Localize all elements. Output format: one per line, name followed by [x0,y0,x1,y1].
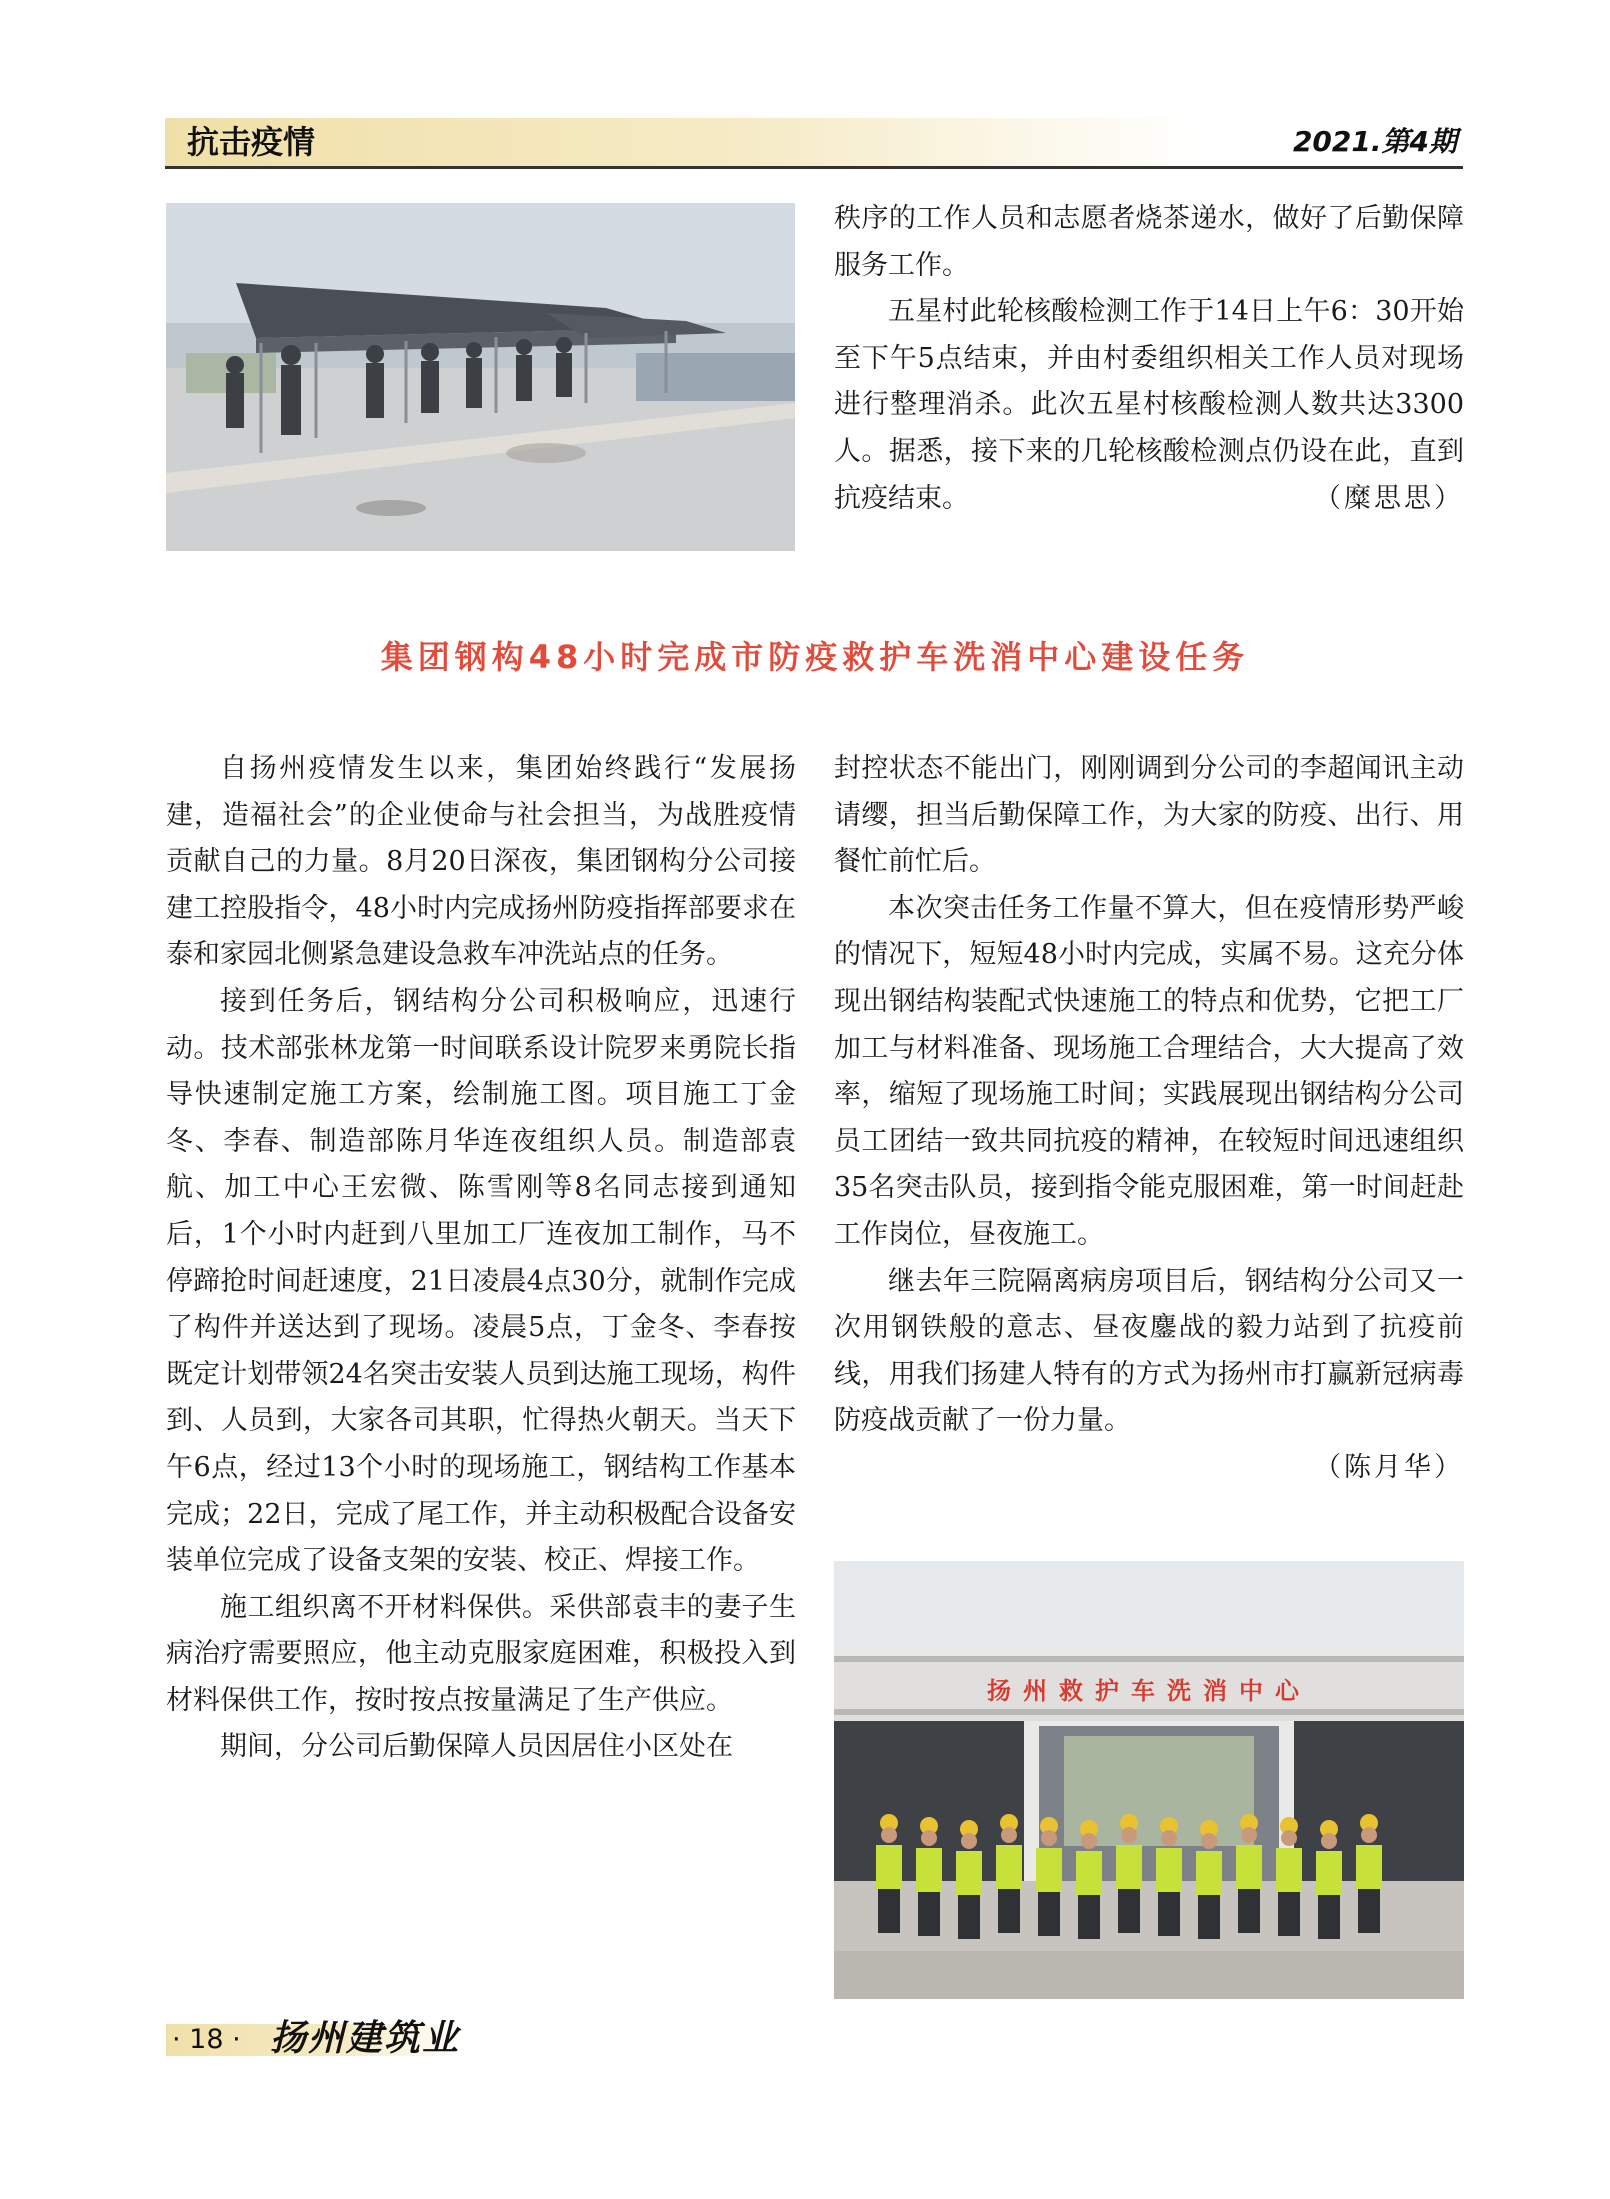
top-byline: （糜思思） [1314,482,1464,514]
wash-center-sign: 扬州救护车洗消中心 [987,1677,1311,1705]
issue-number: 2021.第4期 [1292,125,1457,158]
article-title: 集团钢构48小时完成市防疫救护车洗消中心建设任务 [380,638,1250,676]
right-paragraph-1: 封控状态不能出门，刚刚调到分公司的李超闻讯主动请缨，担当后勤保障工作，为大家的防疫、出行、用餐忙前忙后。 [834,753,1464,878]
main-article-left-column [166,746,796,1771]
main-article-right-column [834,746,1464,1492]
photo-testing-tents [166,203,795,551]
photo-testing-tents-drawing [166,203,795,551]
photo-wash-center-drawing [834,1561,1464,1999]
right-paragraph-3: 继去年三院隔离病房项目后，钢结构分公司又一次用钢铁般的意志、昼夜鏖战的毅力站到了抗疫前线，用我们扬建人特有的方式为扬州市打赢新冠病毒防疫战贡献了一份力量。 [834,1265,1464,1437]
left-paragraph-3: 施工组织离不开材料保供。采供部袁丰的妻子生病治疗需要照应，他主动克服家庭困难，积极投入到材料保供工作，按时按点按量满足了生产供应。 [166,1591,796,1716]
top-paragraph-1: 秩序的工作人员和志愿者烧茶递水，做好了后勤保障服务工作。 [834,203,1464,281]
left-paragraph-1: 自扬州疫情发生以来，集团始终践行“发展扬建，造福社会”的企业使命与社会担当，为战胜疫情贡献自己的力量。8月20日深夜，集团钢构分公司接建工控股指令，48小时内完成扬州防疫指挥部要求在泰和家园北侧紧急建设急救车冲洗站点的任务。 [166,753,796,971]
main-byline: （陈月华） [1314,1451,1464,1483]
section-title: 抗击疫情 [187,123,316,161]
left-paragraph-2: 接到任务后，钢结构分公司积极响应，迅速行动。技术部张林龙第一时间联系设计院罗来勇院长指导快速制定施工方案，绘制施工图。项目施工丁金冬、李春、制造部陈月华连夜组织人员。制造部袁航、加工中心王宏微、陈雪刚等8名同志接到通知后，1个小时内赶到八里加工厂连夜加工制作，马不停蹄抢时间赶速度，21日凌晨4点30分，就制作完成了构件并送达到了现场。凌晨5点，丁金冬、李春按既定计划带领24名突击安装人员到达施工现场，构件到、人员到，大家各司其职，忙得热火朝天。当天下午6点，经过13个小时的现场施工，钢结构工作基本完成；22日，完成了尾工作，并主动积极配合设备安装单位完成了设备支架的安装、校正、焊接工作。 [166,985,796,1577]
page-footer [166,2018,546,2060]
top-article [834,196,1464,522]
magazine-title: 扬州建筑业 [270,2017,461,2059]
page-header [165,118,1463,169]
photo-wash-center-team [834,1561,1464,1999]
left-paragraph-4: 期间，分公司后勤保障人员因居住小区处在 [220,1731,733,1763]
right-paragraph-2: 本次突击任务工作量不算大，但在疫情形势严峻的情况下，短短48小时内完成，实属不易。这充分体现出钢结构装配式快速施工的特点和优势，它把工厂加工与材料准备、现场施工合理结合，大大提高了效率，缩短了现场施工时间；实践展现出钢结构分公司员工团结一致共同抗疫的精神，在较短时间迅速组织35名突击队员，接到指令能克服困难，第一时间赶赴工作岗位，昼夜施工。 [834,892,1464,1250]
page-number: · 18 · [172,2024,241,2055]
top-paragraph-2: 五星村此轮核酸检测工作于14日上午6：30开始至下午5点结束，并由村委组织相关工作人员对现场进行整理消杀。此次五星村核酸检测人数共达3300人。据悉，接下来的几轮核酸检测点仍设在此，直到抗疫结束。 [834,296,1464,514]
